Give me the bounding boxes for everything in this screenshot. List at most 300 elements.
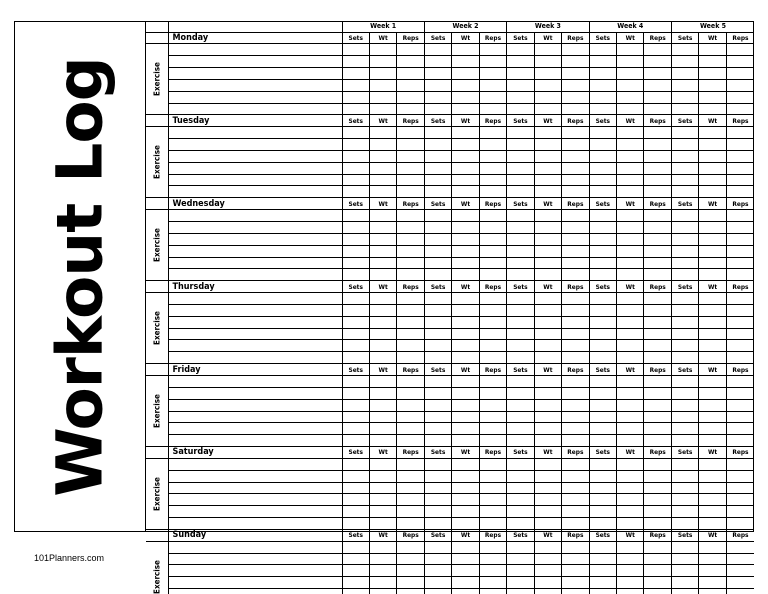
entry-cell[interactable] [617, 127, 644, 139]
entry-cell[interactable] [397, 506, 424, 518]
entry-cell[interactable] [397, 269, 424, 281]
entry-cell[interactable] [644, 375, 671, 387]
entry-cell[interactable] [562, 68, 589, 80]
entry-cell[interactable] [699, 541, 726, 553]
entry-cell[interactable] [342, 577, 369, 589]
entry-cell[interactable] [397, 553, 424, 565]
entry-cell[interactable] [369, 103, 396, 115]
entry-cell[interactable] [699, 387, 726, 399]
entry-cell[interactable] [644, 411, 671, 423]
entry-cell[interactable] [671, 233, 698, 245]
entry-cell[interactable] [671, 79, 698, 91]
entry-cell[interactable] [617, 162, 644, 174]
entry-cell[interactable] [397, 186, 424, 198]
entry-cell[interactable] [452, 411, 479, 423]
entry-cell[interactable] [726, 506, 754, 518]
entry-cell[interactable] [671, 257, 698, 269]
exercise-name-cell[interactable] [168, 269, 342, 281]
entry-cell[interactable] [534, 127, 561, 139]
entry-cell[interactable] [369, 423, 396, 435]
entry-cell[interactable] [617, 150, 644, 162]
entry-cell[interactable] [617, 435, 644, 447]
entry-cell[interactable] [452, 186, 479, 198]
entry-cell[interactable] [534, 589, 561, 594]
entry-cell[interactable] [369, 435, 396, 447]
entry-cell[interactable] [726, 494, 754, 506]
entry-cell[interactable] [534, 68, 561, 80]
entry-cell[interactable] [534, 340, 561, 352]
entry-cell[interactable] [644, 269, 671, 281]
entry-cell[interactable] [342, 174, 369, 186]
entry-cell[interactable] [589, 411, 616, 423]
entry-cell[interactable] [342, 565, 369, 577]
entry-cell[interactable] [342, 269, 369, 281]
entry-cell[interactable] [617, 222, 644, 234]
entry-cell[interactable] [589, 399, 616, 411]
entry-cell[interactable] [644, 352, 671, 364]
exercise-name-cell[interactable] [168, 458, 342, 470]
entry-cell[interactable] [726, 257, 754, 269]
entry-cell[interactable] [726, 293, 754, 305]
entry-cell[interactable] [726, 174, 754, 186]
entry-cell[interactable] [534, 565, 561, 577]
entry-cell[interactable] [589, 316, 616, 328]
entry-cell[interactable] [562, 328, 589, 340]
entry-cell[interactable] [424, 411, 451, 423]
entry-cell[interactable] [424, 293, 451, 305]
exercise-name-cell[interactable] [168, 233, 342, 245]
entry-cell[interactable] [507, 233, 534, 245]
entry-cell[interactable] [589, 56, 616, 68]
entry-cell[interactable] [397, 577, 424, 589]
exercise-name-cell[interactable] [168, 328, 342, 340]
entry-cell[interactable] [671, 293, 698, 305]
entry-cell[interactable] [397, 423, 424, 435]
entry-cell[interactable] [726, 68, 754, 80]
exercise-name-cell[interactable] [168, 127, 342, 139]
entry-cell[interactable] [424, 91, 451, 103]
entry-cell[interactable] [534, 91, 561, 103]
entry-cell[interactable] [644, 423, 671, 435]
entry-cell[interactable] [369, 162, 396, 174]
entry-cell[interactable] [534, 470, 561, 482]
entry-cell[interactable] [699, 304, 726, 316]
entry-cell[interactable] [726, 150, 754, 162]
exercise-name-cell[interactable] [168, 518, 342, 530]
entry-cell[interactable] [671, 222, 698, 234]
entry-cell[interactable] [671, 423, 698, 435]
entry-cell[interactable] [342, 162, 369, 174]
entry-cell[interactable] [671, 56, 698, 68]
entry-cell[interactable] [452, 553, 479, 565]
entry-cell[interactable] [671, 553, 698, 565]
entry-cell[interactable] [534, 245, 561, 257]
entry-cell[interactable] [424, 127, 451, 139]
entry-cell[interactable] [644, 127, 671, 139]
entry-cell[interactable] [479, 127, 506, 139]
entry-cell[interactable] [479, 375, 506, 387]
entry-cell[interactable] [507, 174, 534, 186]
entry-cell[interactable] [562, 458, 589, 470]
entry-cell[interactable] [452, 541, 479, 553]
exercise-name-cell[interactable] [168, 399, 342, 411]
entry-cell[interactable] [644, 577, 671, 589]
entry-cell[interactable] [507, 352, 534, 364]
entry-cell[interactable] [534, 553, 561, 565]
entry-cell[interactable] [589, 423, 616, 435]
entry-cell[interactable] [452, 245, 479, 257]
entry-cell[interactable] [424, 340, 451, 352]
entry-cell[interactable] [369, 44, 396, 56]
entry-cell[interactable] [726, 233, 754, 245]
entry-cell[interactable] [671, 494, 698, 506]
entry-cell[interactable] [397, 541, 424, 553]
entry-cell[interactable] [369, 565, 396, 577]
entry-cell[interactable] [369, 518, 396, 530]
entry-cell[interactable] [726, 245, 754, 257]
entry-cell[interactable] [671, 589, 698, 594]
exercise-name-cell[interactable] [168, 494, 342, 506]
exercise-name-cell[interactable] [168, 56, 342, 68]
entry-cell[interactable] [726, 470, 754, 482]
entry-cell[interactable] [397, 103, 424, 115]
entry-cell[interactable] [589, 103, 616, 115]
entry-cell[interactable] [452, 233, 479, 245]
entry-cell[interactable] [726, 139, 754, 151]
entry-cell[interactable] [424, 577, 451, 589]
entry-cell[interactable] [534, 257, 561, 269]
entry-cell[interactable] [424, 44, 451, 56]
entry-cell[interactable] [369, 127, 396, 139]
entry-cell[interactable] [644, 541, 671, 553]
entry-cell[interactable] [342, 257, 369, 269]
entry-cell[interactable] [589, 79, 616, 91]
entry-cell[interactable] [369, 553, 396, 565]
entry-cell[interactable] [699, 458, 726, 470]
entry-cell[interactable] [452, 127, 479, 139]
exercise-name-cell[interactable] [168, 139, 342, 151]
entry-cell[interactable] [534, 150, 561, 162]
entry-cell[interactable] [562, 482, 589, 494]
entry-cell[interactable] [589, 257, 616, 269]
entry-cell[interactable] [644, 553, 671, 565]
entry-cell[interactable] [452, 103, 479, 115]
entry-cell[interactable] [424, 245, 451, 257]
entry-cell[interactable] [507, 210, 534, 222]
entry-cell[interactable] [589, 506, 616, 518]
entry-cell[interactable] [452, 222, 479, 234]
entry-cell[interactable] [562, 577, 589, 589]
entry-cell[interactable] [507, 541, 534, 553]
entry-cell[interactable] [397, 304, 424, 316]
entry-cell[interactable] [671, 210, 698, 222]
entry-cell[interactable] [562, 56, 589, 68]
entry-cell[interactable] [342, 304, 369, 316]
entry-cell[interactable] [507, 222, 534, 234]
entry-cell[interactable] [562, 162, 589, 174]
entry-cell[interactable] [507, 150, 534, 162]
entry-cell[interactable] [699, 186, 726, 198]
entry-cell[interactable] [617, 352, 644, 364]
entry-cell[interactable] [699, 257, 726, 269]
entry-cell[interactable] [397, 518, 424, 530]
entry-cell[interactable] [452, 518, 479, 530]
entry-cell[interactable] [644, 233, 671, 245]
exercise-name-cell[interactable] [168, 541, 342, 553]
entry-cell[interactable] [644, 44, 671, 56]
entry-cell[interactable] [699, 293, 726, 305]
entry-cell[interactable] [534, 233, 561, 245]
entry-cell[interactable] [589, 494, 616, 506]
entry-cell[interactable] [589, 387, 616, 399]
entry-cell[interactable] [589, 340, 616, 352]
entry-cell[interactable] [452, 79, 479, 91]
entry-cell[interactable] [589, 293, 616, 305]
entry-cell[interactable] [424, 257, 451, 269]
entry-cell[interactable] [589, 174, 616, 186]
entry-cell[interactable] [562, 411, 589, 423]
entry-cell[interactable] [644, 506, 671, 518]
entry-cell[interactable] [534, 210, 561, 222]
exercise-name-cell[interactable] [168, 91, 342, 103]
entry-cell[interactable] [699, 565, 726, 577]
entry-cell[interactable] [726, 553, 754, 565]
entry-cell[interactable] [671, 174, 698, 186]
entry-cell[interactable] [726, 577, 754, 589]
entry-cell[interactable] [424, 103, 451, 115]
entry-cell[interactable] [671, 458, 698, 470]
entry-cell[interactable] [369, 210, 396, 222]
entry-cell[interactable] [479, 387, 506, 399]
entry-cell[interactable] [589, 518, 616, 530]
entry-cell[interactable] [452, 269, 479, 281]
entry-cell[interactable] [424, 269, 451, 281]
entry-cell[interactable] [671, 103, 698, 115]
entry-cell[interactable] [534, 103, 561, 115]
entry-cell[interactable] [699, 435, 726, 447]
entry-cell[interactable] [424, 541, 451, 553]
entry-cell[interactable] [342, 68, 369, 80]
entry-cell[interactable] [617, 328, 644, 340]
entry-cell[interactable] [479, 494, 506, 506]
entry-cell[interactable] [452, 44, 479, 56]
entry-cell[interactable] [479, 541, 506, 553]
entry-cell[interactable] [617, 44, 644, 56]
entry-cell[interactable] [617, 553, 644, 565]
entry-cell[interactable] [617, 518, 644, 530]
entry-cell[interactable] [342, 399, 369, 411]
entry-cell[interactable] [479, 150, 506, 162]
entry-cell[interactable] [562, 565, 589, 577]
entry-cell[interactable] [342, 127, 369, 139]
entry-cell[interactable] [644, 304, 671, 316]
entry-cell[interactable] [342, 233, 369, 245]
exercise-name-cell[interactable] [168, 340, 342, 352]
entry-cell[interactable] [562, 91, 589, 103]
entry-cell[interactable] [424, 435, 451, 447]
entry-cell[interactable] [699, 79, 726, 91]
entry-cell[interactable] [534, 458, 561, 470]
entry-cell[interactable] [671, 577, 698, 589]
entry-cell[interactable] [369, 328, 396, 340]
entry-cell[interactable] [342, 150, 369, 162]
entry-cell[interactable] [369, 494, 396, 506]
entry-cell[interactable] [452, 328, 479, 340]
entry-cell[interactable] [589, 269, 616, 281]
entry-cell[interactable] [369, 174, 396, 186]
entry-cell[interactable] [699, 174, 726, 186]
entry-cell[interactable] [369, 186, 396, 198]
entry-cell[interactable] [699, 233, 726, 245]
entry-cell[interactable] [369, 91, 396, 103]
entry-cell[interactable] [617, 139, 644, 151]
entry-cell[interactable] [424, 210, 451, 222]
entry-cell[interactable] [617, 541, 644, 553]
exercise-name-cell[interactable] [168, 186, 342, 198]
entry-cell[interactable] [424, 68, 451, 80]
entry-cell[interactable] [342, 352, 369, 364]
entry-cell[interactable] [589, 304, 616, 316]
entry-cell[interactable] [479, 257, 506, 269]
entry-cell[interactable] [342, 91, 369, 103]
entry-cell[interactable] [342, 186, 369, 198]
entry-cell[interactable] [534, 506, 561, 518]
entry-cell[interactable] [342, 458, 369, 470]
entry-cell[interactable] [699, 103, 726, 115]
entry-cell[interactable] [534, 174, 561, 186]
entry-cell[interactable] [342, 293, 369, 305]
entry-cell[interactable] [726, 375, 754, 387]
entry-cell[interactable] [479, 304, 506, 316]
entry-cell[interactable] [671, 44, 698, 56]
entry-cell[interactable] [507, 68, 534, 80]
entry-cell[interactable] [479, 352, 506, 364]
entry-cell[interactable] [699, 56, 726, 68]
entry-cell[interactable] [342, 553, 369, 565]
entry-cell[interactable] [507, 56, 534, 68]
entry-cell[interactable] [452, 139, 479, 151]
entry-cell[interactable] [671, 328, 698, 340]
entry-cell[interactable] [671, 387, 698, 399]
entry-cell[interactable] [534, 577, 561, 589]
entry-cell[interactable] [726, 589, 754, 594]
entry-cell[interactable] [424, 387, 451, 399]
entry-cell[interactable] [507, 577, 534, 589]
entry-cell[interactable] [452, 565, 479, 577]
entry-cell[interactable] [479, 91, 506, 103]
entry-cell[interactable] [699, 399, 726, 411]
entry-cell[interactable] [644, 210, 671, 222]
entry-cell[interactable] [644, 79, 671, 91]
entry-cell[interactable] [534, 328, 561, 340]
entry-cell[interactable] [589, 328, 616, 340]
entry-cell[interactable] [397, 352, 424, 364]
entry-cell[interactable] [671, 352, 698, 364]
entry-cell[interactable] [534, 435, 561, 447]
entry-cell[interactable] [617, 316, 644, 328]
entry-cell[interactable] [644, 399, 671, 411]
entry-cell[interactable] [671, 316, 698, 328]
entry-cell[interactable] [507, 482, 534, 494]
entry-cell[interactable] [589, 222, 616, 234]
entry-cell[interactable] [342, 482, 369, 494]
entry-cell[interactable] [671, 162, 698, 174]
exercise-name-cell[interactable] [168, 470, 342, 482]
entry-cell[interactable] [589, 541, 616, 553]
entry-cell[interactable] [507, 257, 534, 269]
exercise-name-cell[interactable] [168, 257, 342, 269]
entry-cell[interactable] [726, 269, 754, 281]
entry-cell[interactable] [397, 222, 424, 234]
entry-cell[interactable] [726, 44, 754, 56]
entry-cell[interactable] [479, 577, 506, 589]
entry-cell[interactable] [452, 210, 479, 222]
entry-cell[interactable] [534, 222, 561, 234]
entry-cell[interactable] [369, 257, 396, 269]
entry-cell[interactable] [726, 541, 754, 553]
exercise-name-cell[interactable] [168, 44, 342, 56]
exercise-name-cell[interactable] [168, 553, 342, 565]
entry-cell[interactable] [397, 56, 424, 68]
entry-cell[interactable] [397, 458, 424, 470]
entry-cell[interactable] [479, 245, 506, 257]
entry-cell[interactable] [369, 340, 396, 352]
entry-cell[interactable] [617, 470, 644, 482]
entry-cell[interactable] [534, 352, 561, 364]
entry-cell[interactable] [644, 482, 671, 494]
entry-cell[interactable] [589, 352, 616, 364]
entry-cell[interactable] [342, 541, 369, 553]
entry-cell[interactable] [479, 103, 506, 115]
entry-cell[interactable] [479, 518, 506, 530]
entry-cell[interactable] [479, 79, 506, 91]
entry-cell[interactable] [369, 304, 396, 316]
entry-cell[interactable] [452, 589, 479, 594]
entry-cell[interactable] [699, 482, 726, 494]
entry-cell[interactable] [617, 245, 644, 257]
entry-cell[interactable] [397, 127, 424, 139]
entry-cell[interactable] [534, 375, 561, 387]
entry-cell[interactable] [452, 150, 479, 162]
entry-cell[interactable] [452, 387, 479, 399]
entry-cell[interactable] [534, 482, 561, 494]
entry-cell[interactable] [397, 482, 424, 494]
exercise-name-cell[interactable] [168, 174, 342, 186]
entry-cell[interactable] [617, 174, 644, 186]
entry-cell[interactable] [424, 162, 451, 174]
entry-cell[interactable] [342, 210, 369, 222]
exercise-name-cell[interactable] [168, 423, 342, 435]
entry-cell[interactable] [699, 245, 726, 257]
entry-cell[interactable] [699, 494, 726, 506]
entry-cell[interactable] [424, 494, 451, 506]
entry-cell[interactable] [397, 375, 424, 387]
entry-cell[interactable] [452, 174, 479, 186]
entry-cell[interactable] [562, 127, 589, 139]
entry-cell[interactable] [726, 186, 754, 198]
entry-cell[interactable] [562, 233, 589, 245]
entry-cell[interactable] [617, 494, 644, 506]
entry-cell[interactable] [726, 435, 754, 447]
entry-cell[interactable] [671, 150, 698, 162]
entry-cell[interactable] [644, 139, 671, 151]
entry-cell[interactable] [617, 186, 644, 198]
entry-cell[interactable] [671, 245, 698, 257]
exercise-name-cell[interactable] [168, 79, 342, 91]
entry-cell[interactable] [342, 79, 369, 91]
entry-cell[interactable] [644, 68, 671, 80]
entry-cell[interactable] [424, 222, 451, 234]
